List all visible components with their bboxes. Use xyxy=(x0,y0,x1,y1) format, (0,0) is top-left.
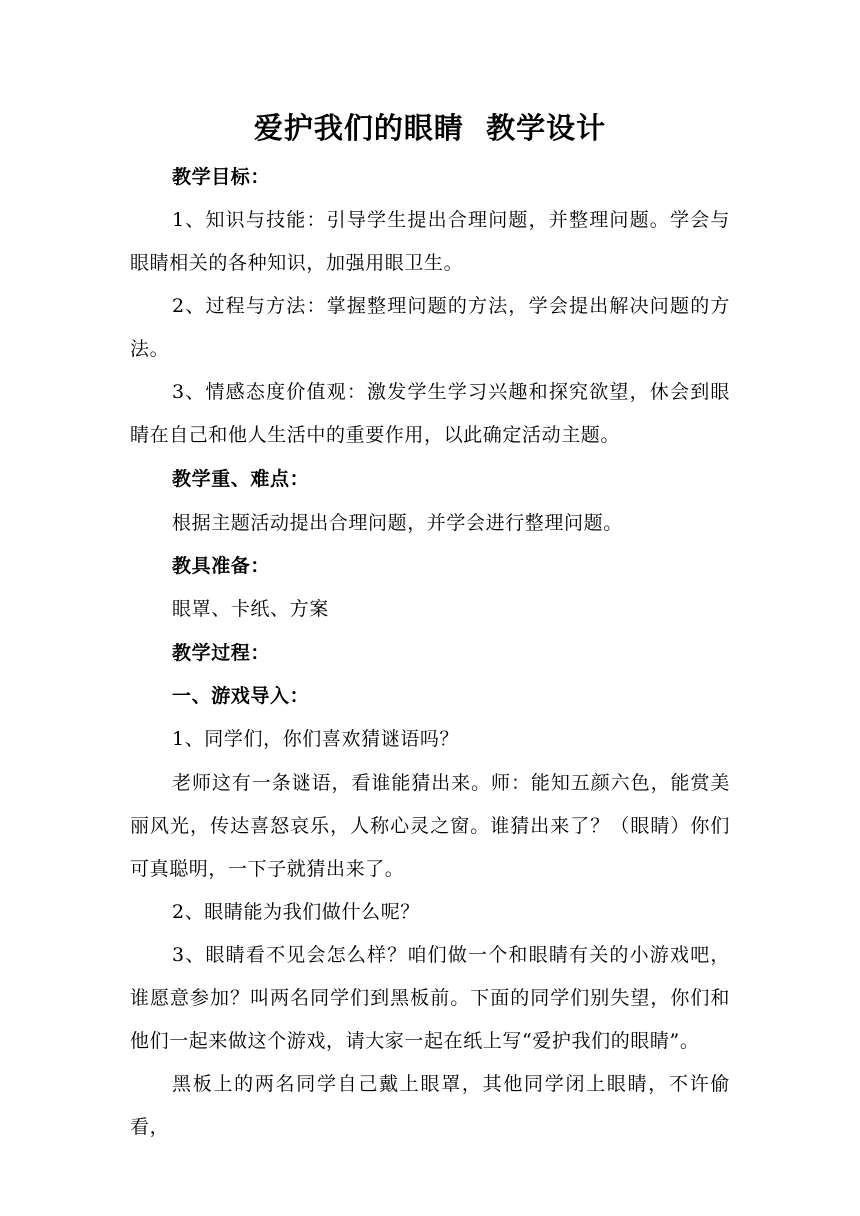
paragraph-eyes-game: 3、眼睛看不见会怎么样？咱们做一个和眼睛有关的小游戏吧，谁愿意参加？叫两名同学们到黑板前。下面的同学们别失望，你们和他们一起来做这个游戏，请大家一起在纸上写“爱护我们的眼睛”。 xyxy=(130,944,730,1052)
paragraph-blackboard: 黑板上的两名同学自己戴上眼罩，其他同学闭上眼睛，不许偷看， xyxy=(130,1073,730,1138)
paragraph-riddle: 老师这有一条谜语，看谁能猜出来。师：能知五颜六色，能赏美丽风光，传达喜怒哀乐，人称心灵之窗。谁猜出来了？（眼睛）你们可真聪明，一下子就猜出来了。 xyxy=(130,772,730,880)
document-title: 爱护我们的眼睛 教学设计 xyxy=(253,111,607,145)
paragraph-objective-knowledge: 1、知识与技能：引导学生提出合理问题，并整理问题。学会与眼睛相关的各种知识，加强用眼卫生。 xyxy=(130,209,730,274)
paragraph-eyes-do: 2、眼睛能为我们做什么呢？ xyxy=(172,901,420,923)
paragraph-objective-process: 2、过程与方法：掌握整理问题的方法，学会提出解决问题的方法。 xyxy=(130,295,730,360)
paragraph-materials: 眼罩、卡纸、方案 xyxy=(172,598,329,620)
heading-teaching-objectives: 教学目标： xyxy=(172,166,271,188)
heading-teaching-process: 教学过程： xyxy=(172,642,271,664)
heading-key-points: 教学重、难点： xyxy=(172,468,310,490)
paragraph-objective-emotion: 3、情感态度价值观：激发学生学习兴趣和探究欲望，休会到眼睛在自己和他人生活中的重要作用，以此确定活动主题。 xyxy=(130,381,730,446)
heading-game-intro: 一、游戏导入： xyxy=(172,685,310,707)
paragraph-key-points: 根据主题活动提出合理问题，并学会进行整理问题。 xyxy=(172,512,623,534)
paragraph-riddle-question: 1、同学们，你们喜欢猜谜语吗？ xyxy=(172,728,460,750)
heading-materials: 教具准备： xyxy=(172,555,271,577)
